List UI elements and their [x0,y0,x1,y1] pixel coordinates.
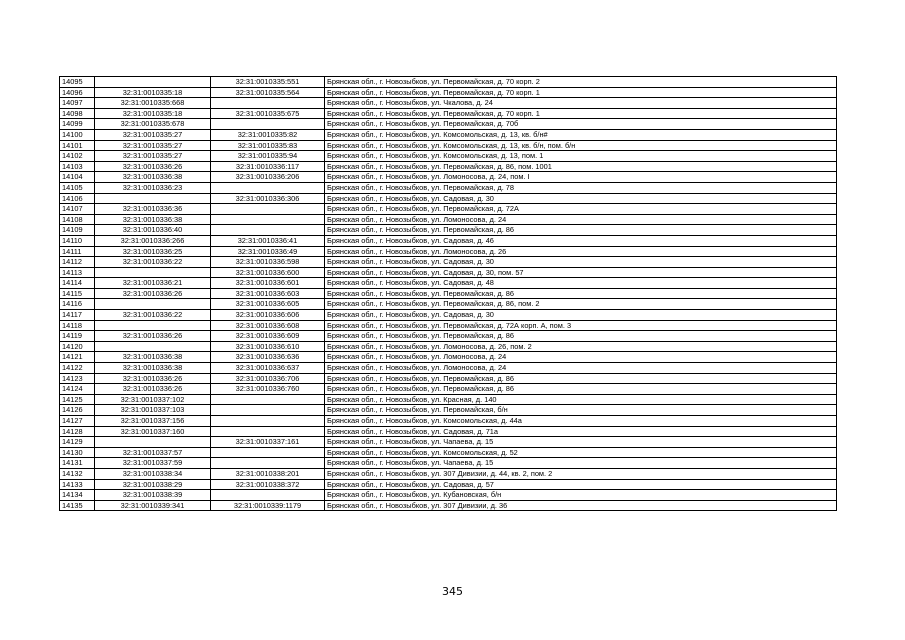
cadastral-number-cell: 32:31:0010337:103 [95,405,211,416]
address-cell: Брянская обл., г. Новозыбков, ул. Первомайская, д. 86 [325,331,837,342]
cadastral-number-cell [211,394,325,405]
row-number-cell: 14118 [60,320,95,331]
table-row [60,257,837,268]
row-number-cell: 14095 [60,77,95,88]
cadastral-number-cell: 32:31:0010335:668 [95,98,211,109]
address-cell: Брянская обл., г. Новозыбков, ул. Первомайская, д. 72А [325,204,837,215]
cadastral-number-cell: 32:31:0010336:598 [211,257,325,268]
row-number-cell: 14113 [60,267,95,278]
table-row [60,479,837,490]
cadastral-number-cell [95,77,211,88]
cadastral-number-cell: 32:31:0010336:38 [95,363,211,374]
cadastral-number-cell [211,182,325,193]
cadastral-number-cell [211,490,325,501]
cadastral-number-cell: 32:31:0010339:341 [95,500,211,511]
table-row [60,140,837,151]
address-cell: Брянская обл., г. Новозыбков, ул. Ломоносова, д. 26 [325,246,837,257]
cadastral-number-cell: 32:31:0010336:601 [211,278,325,289]
table-row [60,500,837,511]
row-number-cell: 14100 [60,129,95,140]
address-cell: Брянская обл., г. Новозыбков, ул. Кубановская, б/н [325,490,837,501]
address-cell: Брянская обл., г. Новозыбков, ул. Первомайская, б/н [325,405,837,416]
table-row [60,204,837,215]
address-cell: Брянская обл., г. Новозыбков, ул. Первомайская, д. 72А корп. А, пом. 3 [325,320,837,331]
cadastral-number-cell: 32:31:0010337:57 [95,447,211,458]
table-row [60,214,837,225]
cadastral-number-cell: 32:31:0010336:600 [211,267,325,278]
table-row [60,129,837,140]
row-number-cell: 14130 [60,447,95,458]
cadastral-number-cell: 32:31:0010336:206 [211,172,325,183]
row-number-cell: 14110 [60,235,95,246]
table-row [60,310,837,321]
address-cell: Брянская обл., г. Новозыбков, ул. Комсомольская, д. 13, пом. 1 [325,151,837,162]
address-cell: Брянская обл., г. Новозыбков, ул. Комсомольская, д. 44а [325,416,837,427]
table-row [60,490,837,501]
table-row [60,77,837,88]
address-cell: Брянская обл., г. Новозыбков, ул. Комсомольская, д. 13, кв. б/н, пом. б/н [325,140,837,151]
table-row [60,447,837,458]
cadastral-number-cell [211,416,325,427]
cadastral-number-cell [211,98,325,109]
address-cell: Брянская обл., г. Новозыбков, ул. Чапаева, д. 15 [325,437,837,448]
cadastral-number-cell: 32:31:0010336:26 [95,373,211,384]
cadastral-number-cell: 32:31:0010335:564 [211,87,325,98]
table-row [60,108,837,119]
cadastral-number-cell: 32:31:0010338:34 [95,468,211,479]
row-number-cell: 14117 [60,310,95,321]
cadastral-number-cell: 32:31:0010336:266 [95,235,211,246]
table-row [60,193,837,204]
cadastral-number-cell: 32:31:0010337:59 [95,458,211,469]
cadastral-number-cell [95,267,211,278]
cadastral-number-cell: 32:31:0010336:706 [211,373,325,384]
address-cell: Брянская обл., г. Новозыбков, ул. Первомайская, д. 70 корп. 1 [325,108,837,119]
table-row [60,87,837,98]
table-row [60,363,837,374]
table-body [60,77,837,511]
table-row [60,172,837,183]
cadastral-number-cell [211,405,325,416]
table-row [60,288,837,299]
cadastral-number-cell: 32:31:0010338:29 [95,479,211,490]
cadastral-number-cell: 32:31:0010336:637 [211,363,325,374]
cadastral-number-cell [95,341,211,352]
row-number-cell: 14103 [60,161,95,172]
cadastral-number-cell: 32:31:0010338:372 [211,479,325,490]
address-cell: Брянская обл., г. Новозыбков, ул. Комсомольская, д. 52 [325,447,837,458]
address-cell: Брянская обл., г. Новозыбков, ул. Красная, д. 140 [325,394,837,405]
address-cell: Брянская обл., г. Новозыбков, ул. Чкалова, д. 24 [325,98,837,109]
table-row [60,225,837,236]
cadastral-number-cell: 32:31:0010335:675 [211,108,325,119]
address-cell: Брянская обл., г. Новозыбков, ул. 307 Дивизии, д. 36 [325,500,837,511]
cadastral-number-cell: 32:31:0010336:603 [211,288,325,299]
cadastral-number-cell: 32:31:0010336:49 [211,246,325,257]
cadastral-number-cell [95,437,211,448]
table-row [60,458,837,469]
table-row [60,278,837,289]
table-row [60,384,837,395]
row-number-cell: 14104 [60,172,95,183]
row-number-cell: 14098 [60,108,95,119]
row-number-cell: 14124 [60,384,95,395]
row-number-cell: 14133 [60,479,95,490]
cadastral-number-cell: 32:31:0010336:38 [95,352,211,363]
address-cell: Брянская обл., г. Новозыбков, ул. Садовая, д. 30 [325,257,837,268]
row-number-cell: 14115 [60,288,95,299]
address-cell: Брянская обл., г. Новозыбков, ул. Садовая, д. 46 [325,235,837,246]
cadastral-number-cell [95,320,211,331]
address-cell: Брянская обл., г. Новозыбков, ул. Первомайская, д. 70б [325,119,837,130]
row-number-cell: 14123 [60,373,95,384]
cadastral-number-cell [211,225,325,236]
cadastral-number-cell: 32:31:0010336:608 [211,320,325,331]
row-number-cell: 14126 [60,405,95,416]
row-number-cell: 14105 [60,182,95,193]
address-cell: Брянская обл., г. Новозыбков, ул. Первомайская, д. 86, пом. 1001 [325,161,837,172]
cadastral-number-cell: 32:31:0010337:161 [211,437,325,448]
row-number-cell: 14131 [60,458,95,469]
address-cell: Брянская обл., г. Новозыбков, ул. Садовая, д. 57 [325,479,837,490]
cadastral-number-cell: 32:31:0010336:26 [95,331,211,342]
cadastral-number-cell: 32:31:0010335:94 [211,151,325,162]
cadastral-number-cell: 32:31:0010335:678 [95,119,211,130]
cadastral-number-cell: 32:31:0010336:38 [95,172,211,183]
address-cell: Брянская обл., г. Новозыбков, ул. Ломоносова, д. 24 [325,363,837,374]
row-number-cell: 14129 [60,437,95,448]
cadastral-number-cell: 32:31:0010336:21 [95,278,211,289]
cadastral-number-cell: 32:31:0010336:117 [211,161,325,172]
cadastral-number-cell: 32:31:0010336:23 [95,182,211,193]
address-cell: Брянская обл., г. Новозыбков, ул. Садовая, д. 71а [325,426,837,437]
cadastral-number-cell: 32:31:0010335:82 [211,129,325,140]
row-number-cell: 14125 [60,394,95,405]
row-number-cell: 14101 [60,140,95,151]
table-row [60,341,837,352]
cadastral-number-cell: 32:31:0010336:36 [95,204,211,215]
row-number-cell: 14128 [60,426,95,437]
table-row [60,331,837,342]
row-number-cell: 14114 [60,278,95,289]
table-row [60,98,837,109]
cadastral-number-cell: 32:31:0010336:610 [211,341,325,352]
row-number-cell: 14121 [60,352,95,363]
table-row [60,352,837,363]
row-number-cell: 14122 [60,363,95,374]
cadastral-number-cell: 32:31:0010336:636 [211,352,325,363]
address-cell: Брянская обл., г. Новозыбков, ул. Первомайская, д. 86 [325,288,837,299]
address-cell: Брянская обл., г. Новозыбков, ул. Первомайская, д. 86 [325,225,837,236]
cadastral-number-cell [211,426,325,437]
table-row [60,151,837,162]
cadastral-number-cell: 32:31:0010336:306 [211,193,325,204]
table-row [60,394,837,405]
row-number-cell: 14134 [60,490,95,501]
cadastral-number-cell: 32:31:0010335:18 [95,108,211,119]
address-cell: Брянская обл., г. Новозыбков, ул. Чапаева, д. 15 [325,458,837,469]
table-row [60,426,837,437]
table-row [60,416,837,427]
cadastral-number-cell: 32:31:0010336:26 [95,288,211,299]
cadastral-number-cell: 32:31:0010335:551 [211,77,325,88]
table-row [60,267,837,278]
row-number-cell: 14097 [60,98,95,109]
cadastral-number-cell: 32:31:0010336:605 [211,299,325,310]
cadastral-number-cell: 32:31:0010337:160 [95,426,211,437]
row-number-cell: 14096 [60,87,95,98]
row-number-cell: 14127 [60,416,95,427]
table-row [60,437,837,448]
table-row [60,235,837,246]
cadastral-number-cell: 32:31:0010335:83 [211,140,325,151]
cadastral-number-cell [211,204,325,215]
address-cell: Брянская обл., г. Новозыбков, ул. Первомайская, д. 86, пом. 2 [325,299,837,310]
cadastral-number-cell: 32:31:0010338:201 [211,468,325,479]
row-number-cell: 14120 [60,341,95,352]
page-number: 345 [442,585,463,598]
row-number-cell: 14116 [60,299,95,310]
cadastral-number-cell: 32:31:0010336:38 [95,214,211,225]
address-cell: Брянская обл., г. Новозыбков, ул. Садовая, д. 30 [325,193,837,204]
address-cell: Брянская обл., г. Новозыбков, ул. 307 Дивизии, д. 44, кв. 2, пом. 2 [325,468,837,479]
table-row [60,182,837,193]
cadastral-number-cell: 32:31:0010337:102 [95,394,211,405]
address-cell: Брянская обл., г. Новозыбков, ул. Ломоносова, д. 24 [325,352,837,363]
cadastral-number-cell: 32:31:0010339:1179 [211,500,325,511]
table-row [60,468,837,479]
address-cell: Брянская обл., г. Новозыбков, ул. Ломоносова, д. 26, пом. 2 [325,341,837,352]
row-number-cell: 14099 [60,119,95,130]
cadastral-number-cell: 32:31:0010336:25 [95,246,211,257]
address-cell: Брянская обл., г. Новозыбков, ул. Первомайская, д. 70 корп. 2 [325,77,837,88]
address-cell: Брянская обл., г. Новозыбков, ул. Комсомольская, д. 13, кв. б/н# [325,129,837,140]
cadastral-number-cell: 32:31:0010336:609 [211,331,325,342]
table-row [60,161,837,172]
cadastral-number-cell: 32:31:0010337:156 [95,416,211,427]
row-number-cell: 14112 [60,257,95,268]
cadastral-number-cell: 32:31:0010336:26 [95,384,211,395]
address-cell: Брянская обл., г. Новозыбков, ул. Садовая, д. 30 [325,310,837,321]
row-number-cell: 14135 [60,500,95,511]
cadastral-number-cell: 32:31:0010335:27 [95,151,211,162]
row-number-cell: 14108 [60,214,95,225]
address-cell: Брянская обл., г. Новозыбков, ул. Садовая, д. 30, пом. 57 [325,267,837,278]
address-cell: Брянская обл., г. Новозыбков, ул. Первомайская, д. 86 [325,373,837,384]
cadastral-number-cell: 32:31:0010336:40 [95,225,211,236]
cadastral-number-cell [211,214,325,225]
cadastral-number-cell: 32:31:0010336:22 [95,310,211,321]
address-cell: Брянская обл., г. Новозыбков, ул. Ломоносова, д. 24, пом. I [325,172,837,183]
cadastral-number-cell: 32:31:0010335:18 [95,87,211,98]
address-cell: Брянская обл., г. Новозыбков, ул. Ломоносова, д. 24 [325,214,837,225]
cadastral-number-cell [211,447,325,458]
table-row [60,299,837,310]
table-row [60,373,837,384]
address-cell: Брянская обл., г. Новозыбков, ул. Первомайская, д. 70 корп. 1 [325,87,837,98]
address-cell: Брянская обл., г. Новозыбков, ул. Первомайская, д. 78 [325,182,837,193]
table-row [60,246,837,257]
cadastral-number-cell: 32:31:0010336:41 [211,235,325,246]
cadastral-number-cell [95,193,211,204]
cadastral-number-cell: 32:31:0010338:39 [95,490,211,501]
cadastral-number-cell [211,458,325,469]
cadastral-number-cell [95,299,211,310]
cadastral-number-cell: 32:31:0010336:26 [95,161,211,172]
cadastral-table [59,76,837,511]
row-number-cell: 14109 [60,225,95,236]
cadastral-number-cell [211,119,325,130]
row-number-cell: 14132 [60,468,95,479]
cadastral-number-cell: 32:31:0010335:27 [95,140,211,151]
row-number-cell: 14111 [60,246,95,257]
cadastral-number-cell: 32:31:0010336:760 [211,384,325,395]
table-row [60,119,837,130]
cadastral-number-cell: 32:31:0010336:606 [211,310,325,321]
cadastral-number-cell: 32:31:0010336:22 [95,257,211,268]
cadastral-number-cell: 32:31:0010335:27 [95,129,211,140]
address-cell: Брянская обл., г. Новозыбков, ул. Первомайская, д. 86 [325,384,837,395]
row-number-cell: 14102 [60,151,95,162]
row-number-cell: 14119 [60,331,95,342]
row-number-cell: 14107 [60,204,95,215]
table-row [60,405,837,416]
address-cell: Брянская обл., г. Новозыбков, ул. Садовая, д. 48 [325,278,837,289]
row-number-cell: 14106 [60,193,95,204]
table-row [60,320,837,331]
